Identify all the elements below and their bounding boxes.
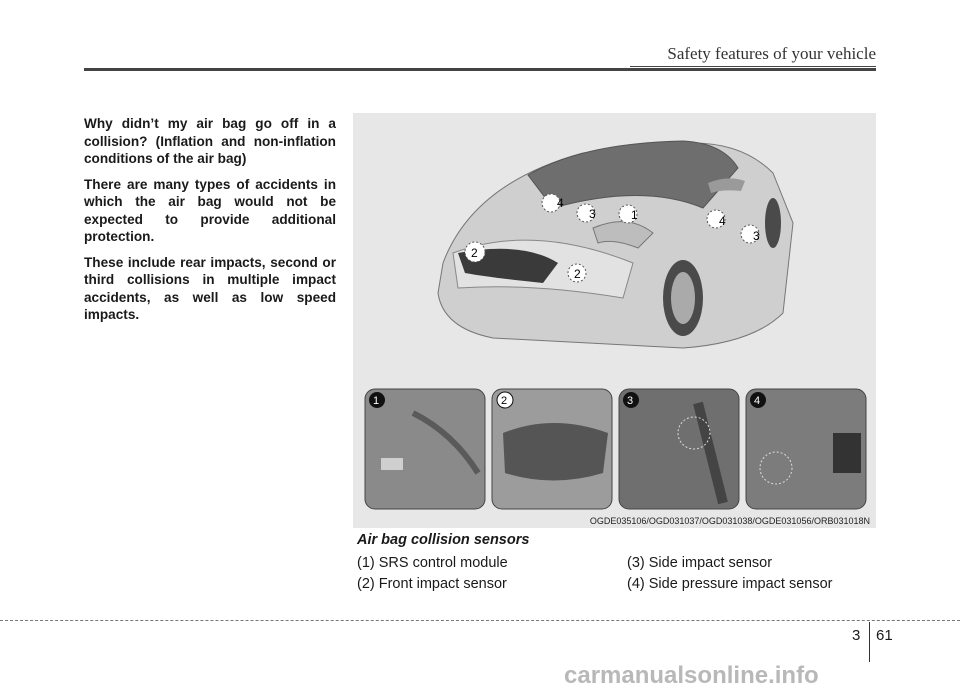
question-text: Why didn’t my air bag go off in a collision? (Inflation and non-inflation conditions of the air bag) [84,116,336,166]
callout-4b: 4 [719,214,726,228]
callout-2a: 2 [471,246,478,260]
page-divider [869,622,870,662]
caption-item-2: (2) Front impact sensor [357,576,507,592]
callout-3b: 3 [753,229,760,243]
caption-list-left [357,553,508,595]
header-rule [84,68,876,71]
callout-3a: 3 [589,207,596,221]
caption-item-1: (1) SRS control module [357,555,508,571]
caption-item-3: (3) Side impact sensor [627,555,773,571]
car-illustration [353,113,876,528]
paragraph-2: These include rear impacts, second or third collisions in multiple impact accidents, as well as low speed impacts. [84,254,336,322]
airbag-sensors-figure [353,113,876,528]
inset-panel-4 [746,389,866,509]
callout-2b: 2 [574,267,581,281]
callout-4a: 4 [557,196,564,210]
section-number: 3 [852,627,861,644]
footer-rule [0,620,960,621]
car-drawing [438,141,793,348]
section-title: Safety features of your vehicle [667,44,876,63]
inset-label-1: 1 [373,395,380,407]
inset-label-4: 4 [754,395,761,407]
paragraph-1: There are many types of accidents in which the air bag would not be expected to provide additional protection. [84,176,336,244]
caption-item-4: (4) Side pressure impact sensor [627,576,833,592]
header-rule-thin [630,66,876,67]
inset-label-2: 2 [501,395,508,407]
inset-panel-3 [619,389,739,509]
page-number: 61 [876,627,893,644]
figure-title: Air bag collision sensors [357,532,530,548]
caption-list-right [627,553,833,595]
inset-panel-1 [365,389,485,509]
figure-code: OGDE035106/OGD031037/OGD031038/OGDE031056/ORB031018N [589,516,870,526]
watermark: carmanualsonline.info [564,662,819,689]
inset-panel-2 [492,389,612,509]
body-text [84,115,336,332]
inset-label-3: 3 [627,395,634,407]
callout-1: 1 [631,208,638,222]
